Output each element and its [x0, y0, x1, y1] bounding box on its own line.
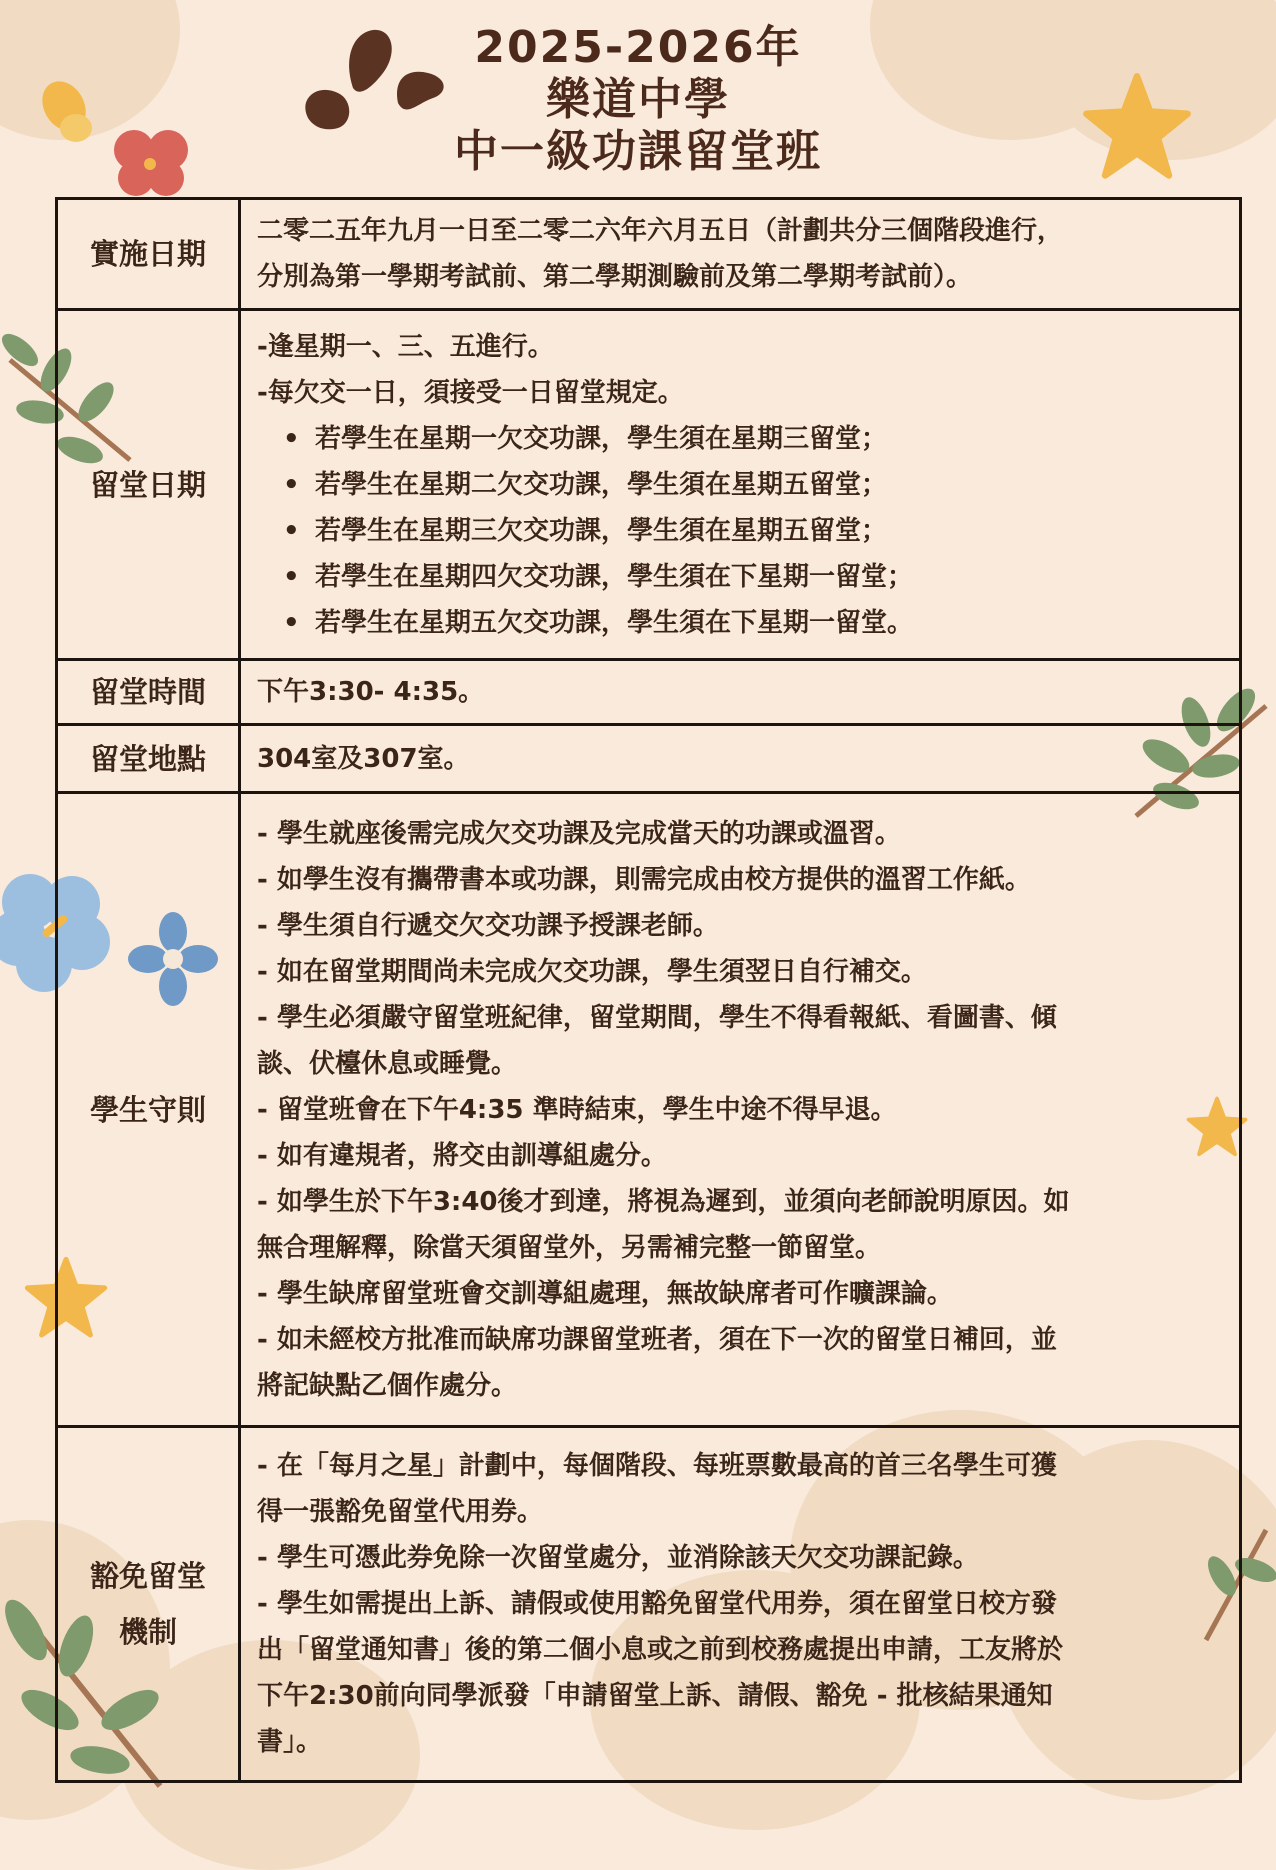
row-label-implementation-date: 實施日期 [57, 199, 240, 310]
page-title [0, 22, 1276, 178]
text-line: - 學生必須嚴守留堂班紀律，留堂期間，學生不得看報紙、看圖書、傾 [257, 1002, 1057, 1033]
text-line: 下午2:30前向同學派發「申請留堂上訴、請假、豁免 - 批核結果通知 [257, 1681, 1053, 1711]
row-label-detention-days: 留堂日期 [57, 310, 240, 660]
text-line: - 如未經校方批准而缺席功課留堂班者，須在下一次的留堂日補回，並 [257, 1324, 1057, 1355]
text-line: 書」。 [257, 1727, 323, 1757]
list-item: • 若學生在星期三欠交功課，學生須在星期五留堂； [297, 508, 1225, 554]
list-item: • 若學生在星期一欠交功課，學生須在星期三留堂； [297, 416, 1225, 462]
text-line: -每欠交一日，須接受一日留堂規定。 [257, 377, 684, 408]
title-program: 中一級功課留堂班 [454, 126, 822, 177]
text-line: 談、伏檯休息或睡覺。 [257, 1048, 518, 1079]
bullet-list [257, 416, 1225, 646]
list-item: • 若學生在星期五欠交功課，學生須在下星期一留堂。 [297, 600, 1225, 646]
table-row [57, 793, 1241, 1427]
row-content-detention-time [240, 660, 1241, 725]
table-row [57, 660, 1241, 725]
text-line: 304室及307室。 [257, 743, 470, 774]
row-content-exemption [240, 1427, 1241, 1782]
text-line: 將記缺點乙個作處分。 [257, 1370, 518, 1401]
text-line: -逢星期一、三、五進行。 [257, 331, 554, 362]
table-row [57, 1427, 1241, 1782]
label-line: 豁免留堂 [89, 1559, 206, 1593]
title-school: 樂道中學 [546, 74, 730, 125]
label-line: 機制 [118, 1615, 177, 1649]
text-line: 得一張豁免留堂代用券。 [257, 1497, 544, 1527]
text-line: - 如學生沒有攜帶書本或功課，則需完成由校方提供的溫習工作紙。 [257, 864, 1031, 895]
row-content-detention-location [240, 725, 1241, 793]
text-line: 無合理解釋，除當天須留堂外，另需補完整一節留堂。 [257, 1232, 882, 1263]
text-line: 分別為第一學期考試前、第二學期測驗前及第二學期考試前）。 [257, 262, 973, 292]
text-line: - 如學生於下午3:40後才到達，將視為遲到，並須向老師說明原因。如 [257, 1186, 1070, 1217]
row-content-detention-days [240, 310, 1241, 660]
text-line: - 學生須自行遞交欠交功課予授課老師。 [257, 910, 719, 941]
text-line: - 留堂班會在下午4:35 準時結束，學生中途不得早退。 [257, 1094, 897, 1125]
text-line: - 學生就座後需完成欠交功課及完成當天的功課或溫習。 [257, 818, 901, 849]
text-line: - 如在留堂期間尚未完成欠交功課，學生須翌日自行補交。 [257, 956, 927, 987]
row-label-student-rules: 學生守則 [57, 793, 240, 1427]
text-line: 出「留堂通知書」後的第二個小息或之前到校務處提出申請，工友將於 [257, 1635, 1064, 1665]
text-line: - 學生缺席留堂班會交訓導組處理，無故缺席者可作曠課論。 [257, 1278, 953, 1309]
text-line: - 在「每月之星」計劃中，每個階段、每班票數最高的首三名學生可獲 [257, 1451, 1057, 1481]
row-content-implementation-date [240, 199, 1241, 310]
row-content-student-rules [240, 793, 1241, 1427]
text-line: 二零二五年九月一日至二零二六年六月五日（計劃共分三個階段進行， [257, 216, 1064, 246]
table-row [57, 310, 1241, 660]
list-item: • 若學生在星期二欠交功課，學生須在星期五留堂； [297, 462, 1225, 508]
list-item: • 若學生在星期四欠交功課，學生須在下星期一留堂； [297, 554, 1225, 600]
row-label-detention-time: 留堂時間 [57, 660, 240, 725]
detention-info-table [55, 197, 1242, 1783]
text-line: 下午3:30- 4:35。 [257, 677, 485, 707]
title-year: 2025-2026年 [474, 22, 802, 73]
row-label-exemption [57, 1427, 240, 1782]
text-line: - 學生如需提出上訴、請假或使用豁免留堂代用券，須在留堂日校方發 [257, 1589, 1057, 1619]
text-line: - 如有違規者，將交由訓導組處分。 [257, 1140, 667, 1171]
table-row [57, 725, 1241, 793]
row-label-detention-location: 留堂地點 [57, 725, 240, 793]
text-line: - 學生可憑此券免除一次留堂處分，並消除該天欠交功課記錄。 [257, 1543, 979, 1573]
table-row [57, 199, 1241, 310]
